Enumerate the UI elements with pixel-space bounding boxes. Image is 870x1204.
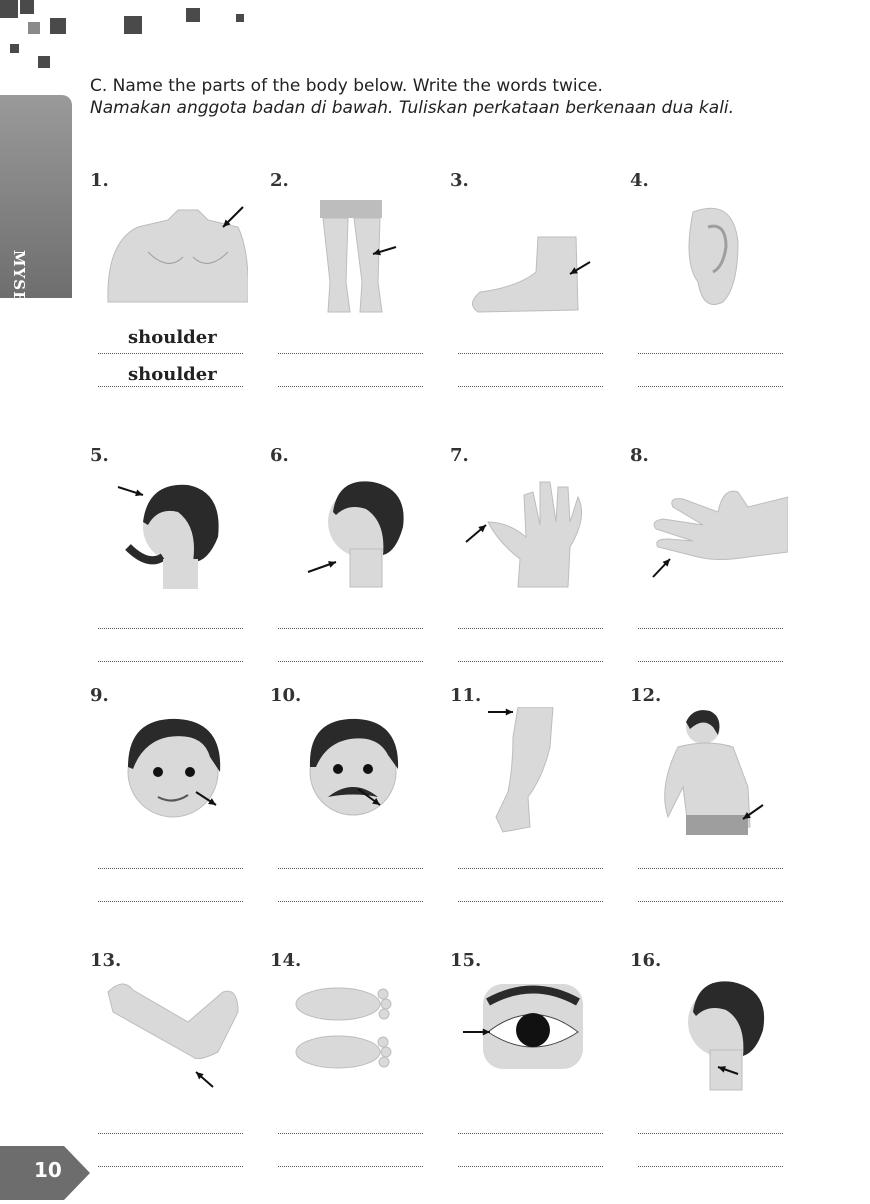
side-tab-label: MYSELF <box>10 250 28 327</box>
ear-image <box>638 192 788 312</box>
item-number: 14. <box>270 950 302 971</box>
answer-text-2: shoulder <box>128 364 217 385</box>
ankle-image <box>458 192 608 312</box>
item-number: 11. <box>450 685 482 706</box>
exercise-item <box>270 950 440 1170</box>
exercise-item <box>90 950 260 1170</box>
item-number: 10. <box>270 685 302 706</box>
elbow-image <box>98 972 248 1092</box>
cheek-image <box>98 707 248 827</box>
page-number: 10 <box>34 1158 62 1182</box>
knee-image <box>278 192 428 312</box>
answer-line-1[interactable] <box>98 353 243 354</box>
head-hair-image <box>98 467 248 587</box>
exercise-item <box>450 170 620 390</box>
answer-line-1[interactable] <box>458 628 603 629</box>
exercise-item <box>450 950 620 1170</box>
item-number: 2. <box>270 170 289 191</box>
decor-square <box>50 18 66 34</box>
answer-line-2[interactable] <box>278 386 423 387</box>
answer-line-2[interactable] <box>98 661 243 662</box>
answer-line-2[interactable] <box>98 1166 243 1167</box>
answer-line-1[interactable] <box>458 1133 603 1134</box>
answer-line-2[interactable] <box>98 386 243 387</box>
item-number: 4. <box>630 170 649 191</box>
exercise-item <box>630 170 800 390</box>
item-number: 5. <box>90 445 109 466</box>
exercise-item <box>90 170 260 390</box>
decor-square <box>10 44 19 53</box>
item-number: 13. <box>90 950 122 971</box>
instruction-english: C. Name the parts of the body below. Write the words twice. <box>90 76 603 96</box>
exercise-item <box>270 685 440 905</box>
exercise-item <box>270 445 440 665</box>
thumb-image <box>458 467 608 587</box>
instructions <box>90 75 734 119</box>
answer-line-1[interactable] <box>98 628 243 629</box>
soles-image <box>278 972 428 1092</box>
answer-line-2[interactable] <box>458 901 603 902</box>
answer-line-1[interactable] <box>278 353 423 354</box>
answer-line-1[interactable] <box>98 868 243 869</box>
waist-image <box>638 707 788 827</box>
exercise-item <box>90 445 260 665</box>
exercise-item <box>630 685 800 905</box>
decor-square <box>28 22 40 34</box>
finger-image <box>638 467 788 587</box>
thigh-image <box>458 707 608 827</box>
item-number: 6. <box>270 445 289 466</box>
answer-line-2[interactable] <box>458 386 603 387</box>
side-tab <box>0 95 72 327</box>
decor-square <box>186 8 200 22</box>
exercise-item <box>90 685 260 905</box>
decor-square <box>124 16 142 34</box>
chin-image <box>638 972 788 1092</box>
decor-square <box>38 56 50 68</box>
item-number: 1. <box>90 170 109 191</box>
answer-line-2[interactable] <box>638 661 783 662</box>
item-number: 16. <box>630 950 662 971</box>
answer-line-1[interactable] <box>278 628 423 629</box>
answer-line-1[interactable] <box>278 1133 423 1134</box>
exercise-item <box>270 170 440 390</box>
answer-line-2[interactable] <box>458 661 603 662</box>
item-number: 7. <box>450 445 469 466</box>
exercise-item <box>450 685 620 905</box>
answer-line-2[interactable] <box>278 1166 423 1167</box>
neck-image <box>278 467 428 587</box>
decor-square <box>236 14 244 22</box>
answer-line-1[interactable] <box>98 1133 243 1134</box>
answer-text-1: shoulder <box>128 327 217 348</box>
answer-line-2[interactable] <box>98 901 243 902</box>
decor-square <box>0 0 18 18</box>
item-number: 15. <box>450 950 482 971</box>
item-number: 3. <box>450 170 469 191</box>
page-number-badge <box>0 1146 92 1200</box>
answer-line-1[interactable] <box>638 868 783 869</box>
exercise-item <box>630 950 800 1170</box>
exercise-item <box>630 445 800 665</box>
answer-line-2[interactable] <box>638 1166 783 1167</box>
item-number: 12. <box>630 685 662 706</box>
shoulder-image <box>98 192 248 312</box>
eye-image <box>458 972 608 1092</box>
answer-line-1[interactable] <box>458 353 603 354</box>
exercise-item <box>450 445 620 665</box>
answer-line-2[interactable] <box>638 386 783 387</box>
answer-line-2[interactable] <box>458 1166 603 1167</box>
answer-line-1[interactable] <box>278 868 423 869</box>
decor-square <box>20 0 34 14</box>
answer-line-1[interactable] <box>638 353 783 354</box>
answer-line-1[interactable] <box>638 1133 783 1134</box>
moustache-image <box>278 707 428 827</box>
answer-line-2[interactable] <box>638 901 783 902</box>
answer-line-1[interactable] <box>638 628 783 629</box>
answer-line-2[interactable] <box>278 901 423 902</box>
answer-line-2[interactable] <box>278 661 423 662</box>
instruction-malay: Namakan anggota badan di bawah. Tuliskan perkataan berkenaan dua kali. <box>90 98 735 118</box>
answer-line-1[interactable] <box>458 868 603 869</box>
item-number: 8. <box>630 445 649 466</box>
item-number: 9. <box>90 685 109 706</box>
